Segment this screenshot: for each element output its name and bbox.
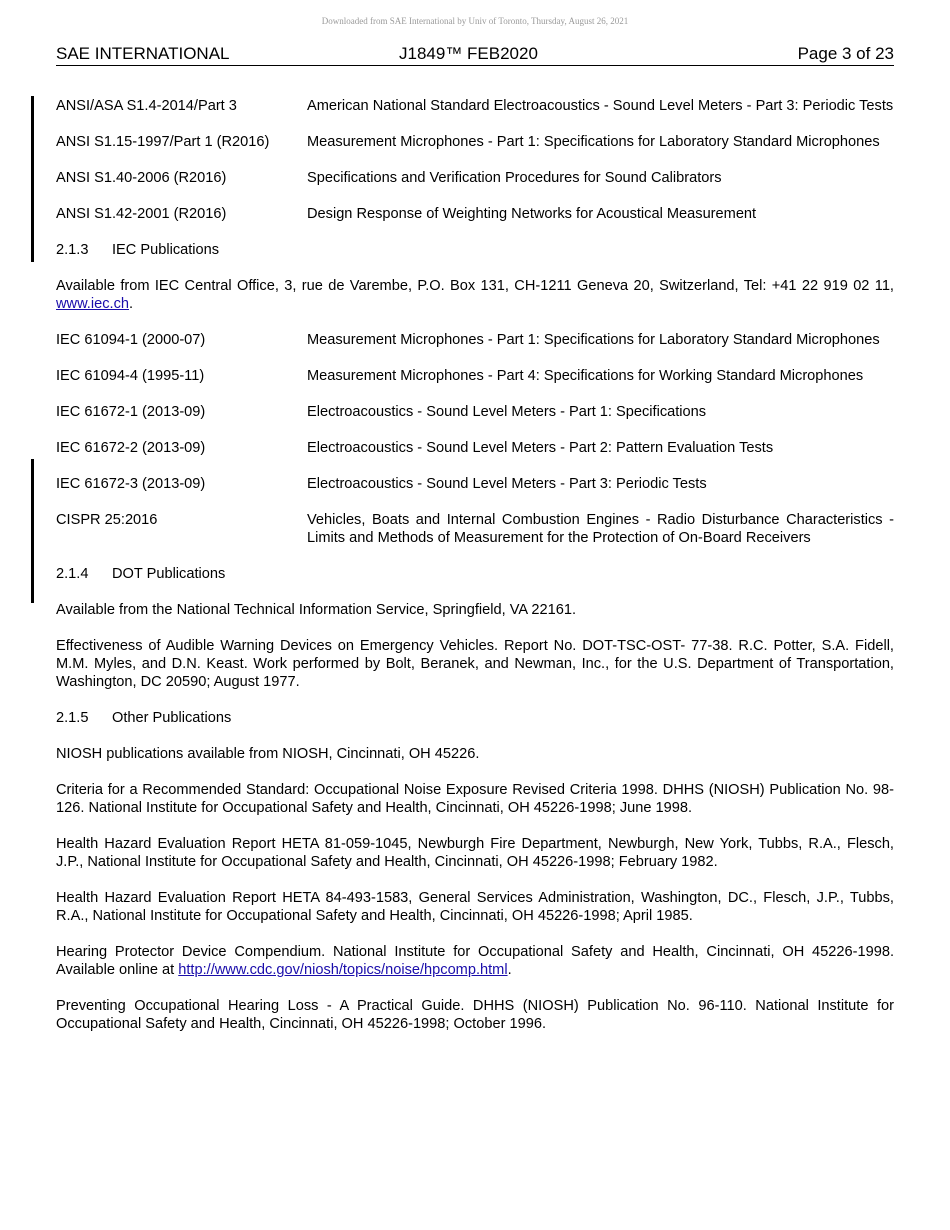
- reference-title: Specifications and Verification Procedures for Sound Calibrators: [307, 170, 722, 186]
- reference-title: Vehicles, Boats and Internal Combustion Engines - Radio Disturbance Characteristics - Limits and Methods of Measurement for the Protection of On-Board Receivers: [307, 512, 894, 546]
- section-title: DOT Publications: [112, 566, 226, 582]
- hpcomp-link[interactable]: http://www.cdc.gov/niosh/topics/noise/hpcomp.html: [178, 962, 508, 978]
- reference-title: Measurement Microphones - Part 1: Specifications for Laboratory Standard Microphones: [307, 332, 880, 348]
- reference-paragraph: Criteria for a Recommended Standard: Occupational Noise Exposure Revised Criteria 1998. DHHS (NIOSH) Publication No. 98-126. National Institute for Occupational Safety and Health, Cincinnati, OH 45226-1998; June 1998.: [56, 782, 894, 816]
- reference-code: IEC 61672-3 (2013-09): [56, 476, 206, 492]
- reference-row: [56, 205, 894, 223]
- sentence-end: .: [129, 296, 134, 312]
- section-number: 2.1.3: [56, 242, 89, 258]
- reference-text: Hearing Protector Device Compendium. National Institute for Occupational Safety and Health, Cincinnati, OH 45226-1998. Available online at: [56, 944, 894, 978]
- reference-code: CISPR 25:2016: [56, 512, 158, 528]
- header-org: SAE INTERNATIONAL: [56, 44, 230, 63]
- section-heading-other: [56, 709, 894, 727]
- dot-reference-paragraph: Effectiveness of Audible Warning Devices on Emergency Vehicles. Report No. DOT-TSC-OST- 77-38. R.C. Potter, S.A. Fidell, M.M. Myles, and D.N. Keast. Work performed by Bolt, Beranek, and Newman, Inc., for the U.S. Department of Transportation, Washington, DC 20590; August 1977.: [56, 638, 894, 690]
- iec-website-link[interactable]: www.iec.ch: [56, 296, 129, 312]
- reference-code: ANSI S1.42-2001 (R2016): [56, 206, 227, 222]
- reference-code: ANSI S1.40-2006 (R2016): [56, 170, 227, 186]
- niosh-availability-paragraph: NIOSH publications available from NIOSH, Cincinnati, OH 45226.: [56, 746, 480, 762]
- reference-row: [56, 169, 894, 187]
- reference-code: IEC 61094-1 (2000-07): [56, 332, 206, 348]
- reference-row: [56, 439, 894, 457]
- download-watermark: Downloaded from SAE International by Univ of Toronto, Thursday, August 26, 2021: [321, 16, 629, 26]
- reference-row: [56, 133, 894, 151]
- reference-title: Design Response of Weighting Networks for Acoustical Measurement: [307, 206, 757, 222]
- section-title: Other Publications: [112, 710, 232, 726]
- reference-title: Measurement Microphones - Part 1: Specifications for Laboratory Standard Microphones: [307, 134, 880, 150]
- reference-title: Electroacoustics - Sound Level Meters - Part 3: Periodic Tests: [307, 476, 707, 492]
- section-heading-iec: [56, 241, 894, 259]
- reference-row: [56, 475, 894, 493]
- section-number: 2.1.5: [56, 710, 89, 726]
- reference-title: Electroacoustics - Sound Level Meters - Part 2: Pattern Evaluation Tests: [307, 440, 774, 456]
- reference-row: [56, 331, 894, 349]
- reference-code: ANSI S1.15-1997/Part 1 (R2016): [56, 134, 270, 150]
- dot-availability-paragraph: Available from the National Technical Information Service, Springfield, VA 22161.: [56, 602, 576, 618]
- reference-code: ANSI/ASA S1.4-2014/Part 3: [56, 98, 237, 114]
- reference-paragraph: [56, 943, 894, 979]
- revision-change-bar: [31, 96, 34, 262]
- document-body: [56, 97, 894, 1051]
- reference-row: [56, 97, 894, 115]
- reference-code: IEC 61672-1 (2013-09): [56, 404, 206, 420]
- page-header: [56, 44, 894, 66]
- reference-title: Measurement Microphones - Part 4: Specifications for Working Standard Microphones: [307, 368, 864, 384]
- section-title: IEC Publications: [112, 242, 220, 258]
- header-doc-id: J1849™ FEB2020: [399, 44, 538, 63]
- reference-paragraph: Health Hazard Evaluation Report HETA 84-493-1583, General Services Administration, Washington, DC., Flesch, J.P., Tubbs, R.A., National Institute for Occupational Safety and Health, Cincinnati, OH 45226-1998; April 1985.: [56, 890, 894, 924]
- header-page-number: Page 3 of 23: [797, 44, 894, 63]
- reference-paragraph: Health Hazard Evaluation Report HETA 81-059-1045, Newburgh Fire Department, Newburgh, New York, Tubbs, R.A., Flesch, J.P., National Institute for Occupational Safety and Health, Cincinnati, OH 45226-1998; February 1982.: [56, 836, 894, 870]
- sentence-end: .: [507, 962, 512, 978]
- reference-title: Electroacoustics - Sound Level Meters - Part 1: Specifications: [307, 404, 707, 420]
- reference-title: American National Standard Electroacoustics - Sound Level Meters - Part 3: Periodic Tests: [307, 98, 894, 114]
- section-heading-dot: [56, 565, 894, 583]
- revision-change-bar: [31, 459, 34, 603]
- reference-code: IEC 61094-4 (1995-11): [56, 368, 205, 384]
- reference-code: IEC 61672-2 (2013-09): [56, 440, 206, 456]
- reference-row: [56, 511, 894, 547]
- reference-paragraph: Preventing Occupational Hearing Loss - A Practical Guide. DHHS (NIOSH) Publication No. 96-110. National Institute for Occupational Safety and Health, Cincinnati, OH 45226-1998; October 1996.: [56, 998, 894, 1032]
- iec-availability-paragraph: [56, 277, 894, 313]
- availability-text: Available from IEC Central Office, 3, rue de Varembe, P.O. Box 131, CH-1211 Geneva 20, Switzerland, Tel: +41 22 919 02 11,: [56, 278, 894, 294]
- section-number: 2.1.4: [56, 566, 89, 582]
- reference-row: [56, 403, 894, 421]
- reference-row: [56, 367, 894, 385]
